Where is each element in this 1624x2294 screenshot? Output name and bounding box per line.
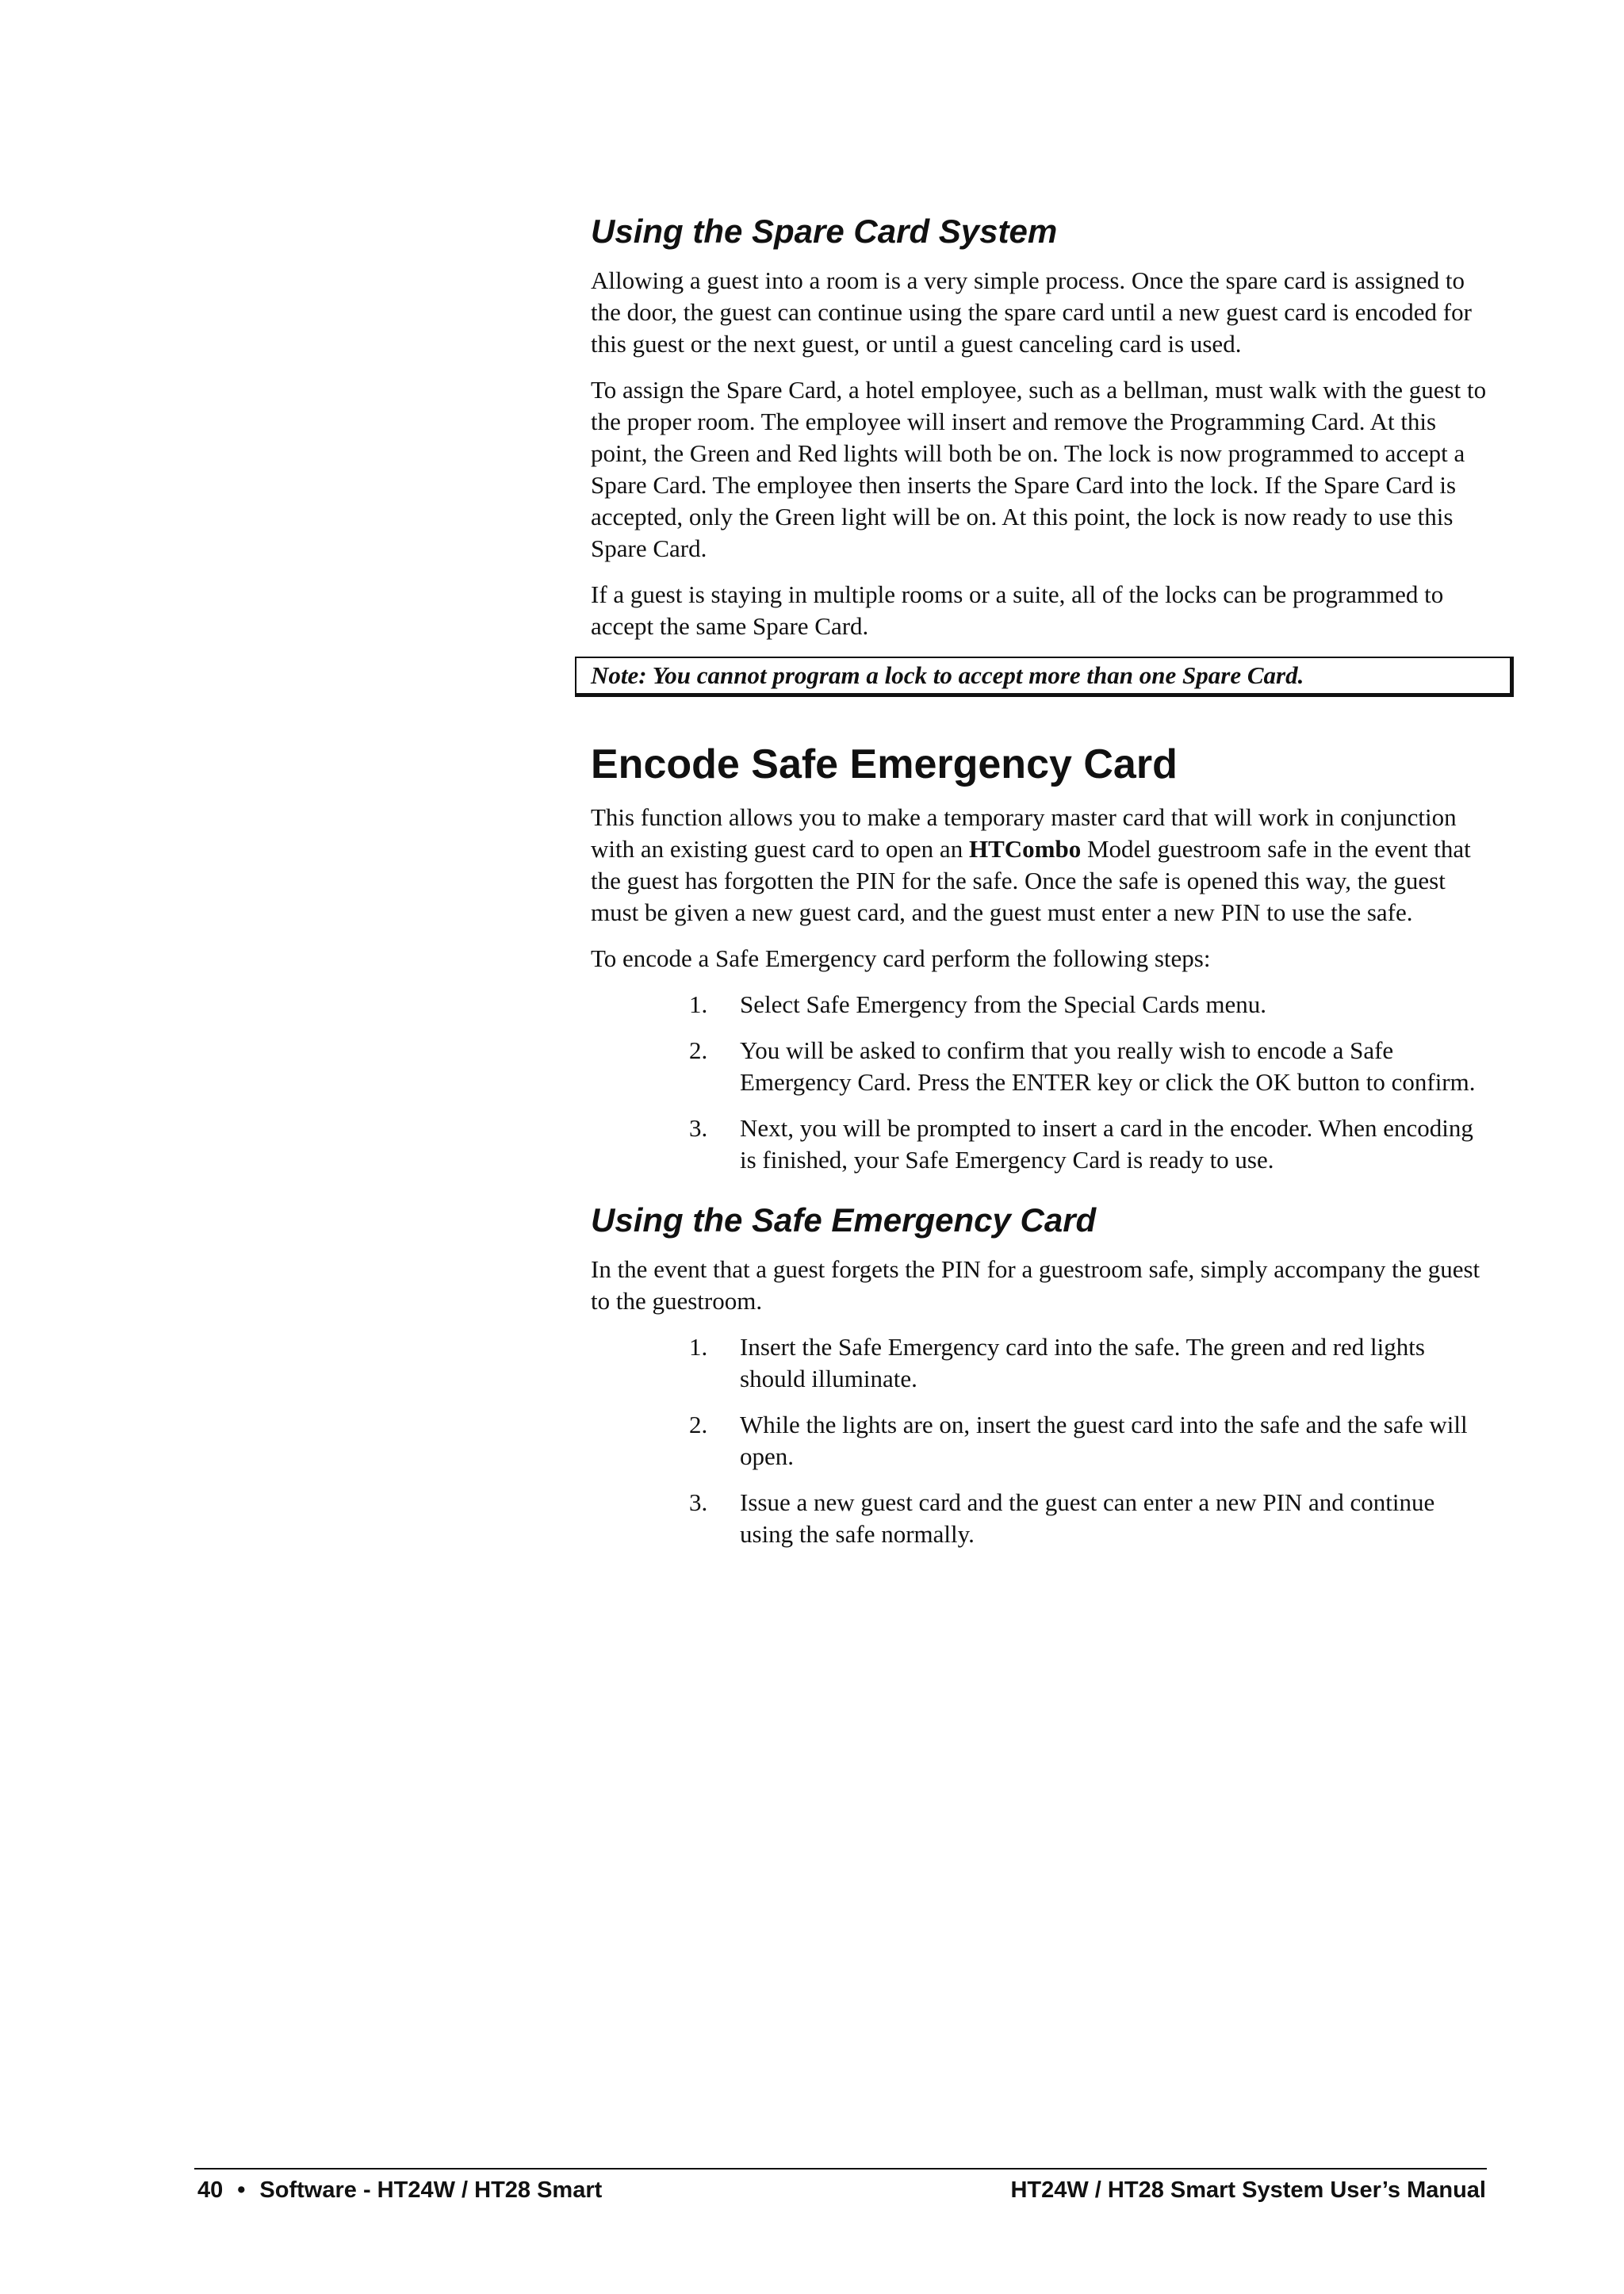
paragraph [591,802,1487,929]
section-heading-using-safe-emergency-card: Using the Safe Emergency Card [591,1201,1097,1239]
paragraph: To encode a Safe Emergency card perform the following steps: [591,944,1211,973]
step-text: You will be asked to confirm that you really wish to encode a Safe Emergency Card. Press the ENTER key or click the OK button to confirm. [740,1036,1476,1097]
footer-left [197,2176,602,2204]
step-number: 1. [689,1333,708,1361]
paragraph: In the event that a guest forgets the PIN for a guestroom safe, simply accompany the guest to the guestroom. [591,1255,1480,1316]
section-heading-spare-card-system: Using the Spare Card System [591,213,1058,250]
numbered-steps [591,1331,1487,1550]
step-number: 3. [689,1114,708,1143]
list-item [591,1487,1487,1550]
list-item [591,1331,1487,1395]
section-heading-encode-safe-emergency-card: Encode Safe Emergency Card [591,741,1178,788]
step-number: 2. [689,1411,708,1439]
numbered-steps [591,989,1487,1176]
step-number: 3. [689,1488,708,1517]
footer-divider [194,2168,1487,2170]
paragraph: If a guest is staying in multiple rooms or a suite, all of the locks can be programmed to accept the same Spare Card. [591,580,1444,641]
paragraph: To assign the Spare Card, a hotel employee, such as a bellman, must walk with the guest to the proper room. The employee will insert and remove the Programming Card. At this point, the Green and Red lights will both be on. The lock is now programmed to accept a Spare Card. The employee then inserts the Spare Card into the lock. If the Spare Card is accepted, only the Green light will be on. At this point, the lock is now ready to use this Spare Card. [591,376,1487,563]
note-box: Note: You cannot program a lock to accept more than one Spare Card. [575,657,1514,697]
list-item [591,989,1487,1021]
paragraph-text: This function allows you to make a temporary master card that will work in conjunction with an existing guest card to open an [591,803,1457,864]
step-number: 1. [689,990,708,1019]
footer-section-title: Software - HT24W / HT28 Smart [259,2177,603,2203]
paragraph-text: Model guestroom safe in the event that the guest has forgotten the PIN for the safe. Once the safe is opened this way, the guest must be given a new guest card, and the guest must enter a new PIN to use the safe. [591,835,1471,927]
product-name: HTCombo [968,835,1082,864]
list-item [591,1035,1487,1098]
paragraph: Allowing a guest into a room is a very simple process. Once the spare card is assigned to the door, the guest can continue using the spare card until a new guest card is encoded for this guest or the next guest, or until a guest canceling card is used. [591,266,1472,358]
page-number: 40 [197,2177,224,2203]
step-text: Issue a new guest card and the guest can enter a new PIN and continue using the safe normally. [740,1488,1435,1549]
step-number: 2. [689,1036,708,1065]
footer-separator: • [237,2177,246,2203]
list-item [591,1409,1487,1473]
page-content [591,213,1487,1576]
step-text: Select Safe Emergency from the Special Cards menu. [740,990,1266,1019]
footer-manual-title: HT24W / HT28 Smart System User’s Manual [1010,2177,1486,2203]
step-text: Insert the Safe Emergency card into the safe. The green and red lights should illuminate. [740,1333,1425,1393]
step-text: Next, you will be prompted to insert a card in the encoder. When encoding is finished, your Safe Emergency Card is ready to use. [740,1114,1473,1174]
step-text: While the lights are on, insert the guest card into the safe and the safe will open. [740,1411,1468,1471]
list-item [591,1113,1487,1176]
